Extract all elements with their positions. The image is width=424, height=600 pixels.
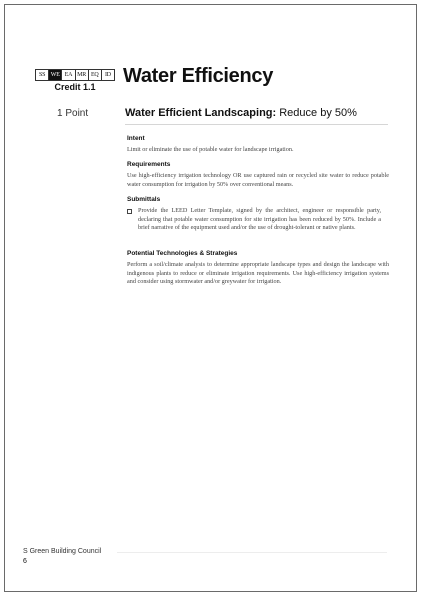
tab-we: WE <box>49 70 62 80</box>
tab-ea: EA <box>62 70 75 80</box>
requirements-text: Use high-efficiency irrigation technology OR use captured rain or recycled site water to reduce potable water consumption for irrigation by 50% over conventional means. <box>127 172 389 188</box>
credit-content <box>127 135 389 294</box>
points-label: 1 Point <box>57 108 89 119</box>
subtitle-bold: Water Efficient Landscaping: <box>125 107 277 119</box>
intent-heading: Intent <box>127 135 145 142</box>
subtitle-rest: Reduce by 50% <box>276 107 357 119</box>
strategies-heading: Potential Technologies & Strategies <box>127 250 238 258</box>
submittals-heading: Submittals <box>127 196 161 204</box>
checkbox-icon <box>127 209 132 214</box>
page-number: 6 <box>23 558 27 565</box>
requirements-heading: Requirements <box>127 161 171 169</box>
category-tabs <box>35 69 115 81</box>
tab-id: ID <box>104 72 111 78</box>
submittal-text: Provide the LEED Letter Template, signed by the architect, engineer or responsible party, declaring that potable water consumption for site irrigation has been reduced by 50%. Include a brief narrative of the equipment used and/or the use of drought-tolerant or native plants. <box>138 207 381 232</box>
submittal-item <box>127 207 389 232</box>
strategies-text: Perform a soil/climate analysis to determine appropriate landscape types and design the landscape with indigenous plants to reduce or eliminate irrigation requirements. Use high-efficiency irrigation systems and consider using stormwater and/or greywater for irrigation. <box>127 261 389 286</box>
document-page <box>4 4 417 592</box>
subtitle-divider <box>125 124 388 125</box>
tab-eq: EQ <box>89 70 102 80</box>
page-title: Water Efficiency <box>123 65 274 87</box>
section-gap <box>127 238 389 250</box>
credit-badge <box>35 69 115 93</box>
tab-mr: MR <box>76 70 89 80</box>
footer-organization: S Green Building Council <box>23 548 102 555</box>
tab-ss: SS <box>36 70 49 80</box>
intent-text: Limit or eliminate the use of potable water for landscape irrigation. <box>127 146 294 153</box>
credit-label: Credit 1.1 <box>54 82 96 92</box>
credit-subtitle <box>125 107 357 119</box>
footer-divider <box>117 552 387 553</box>
